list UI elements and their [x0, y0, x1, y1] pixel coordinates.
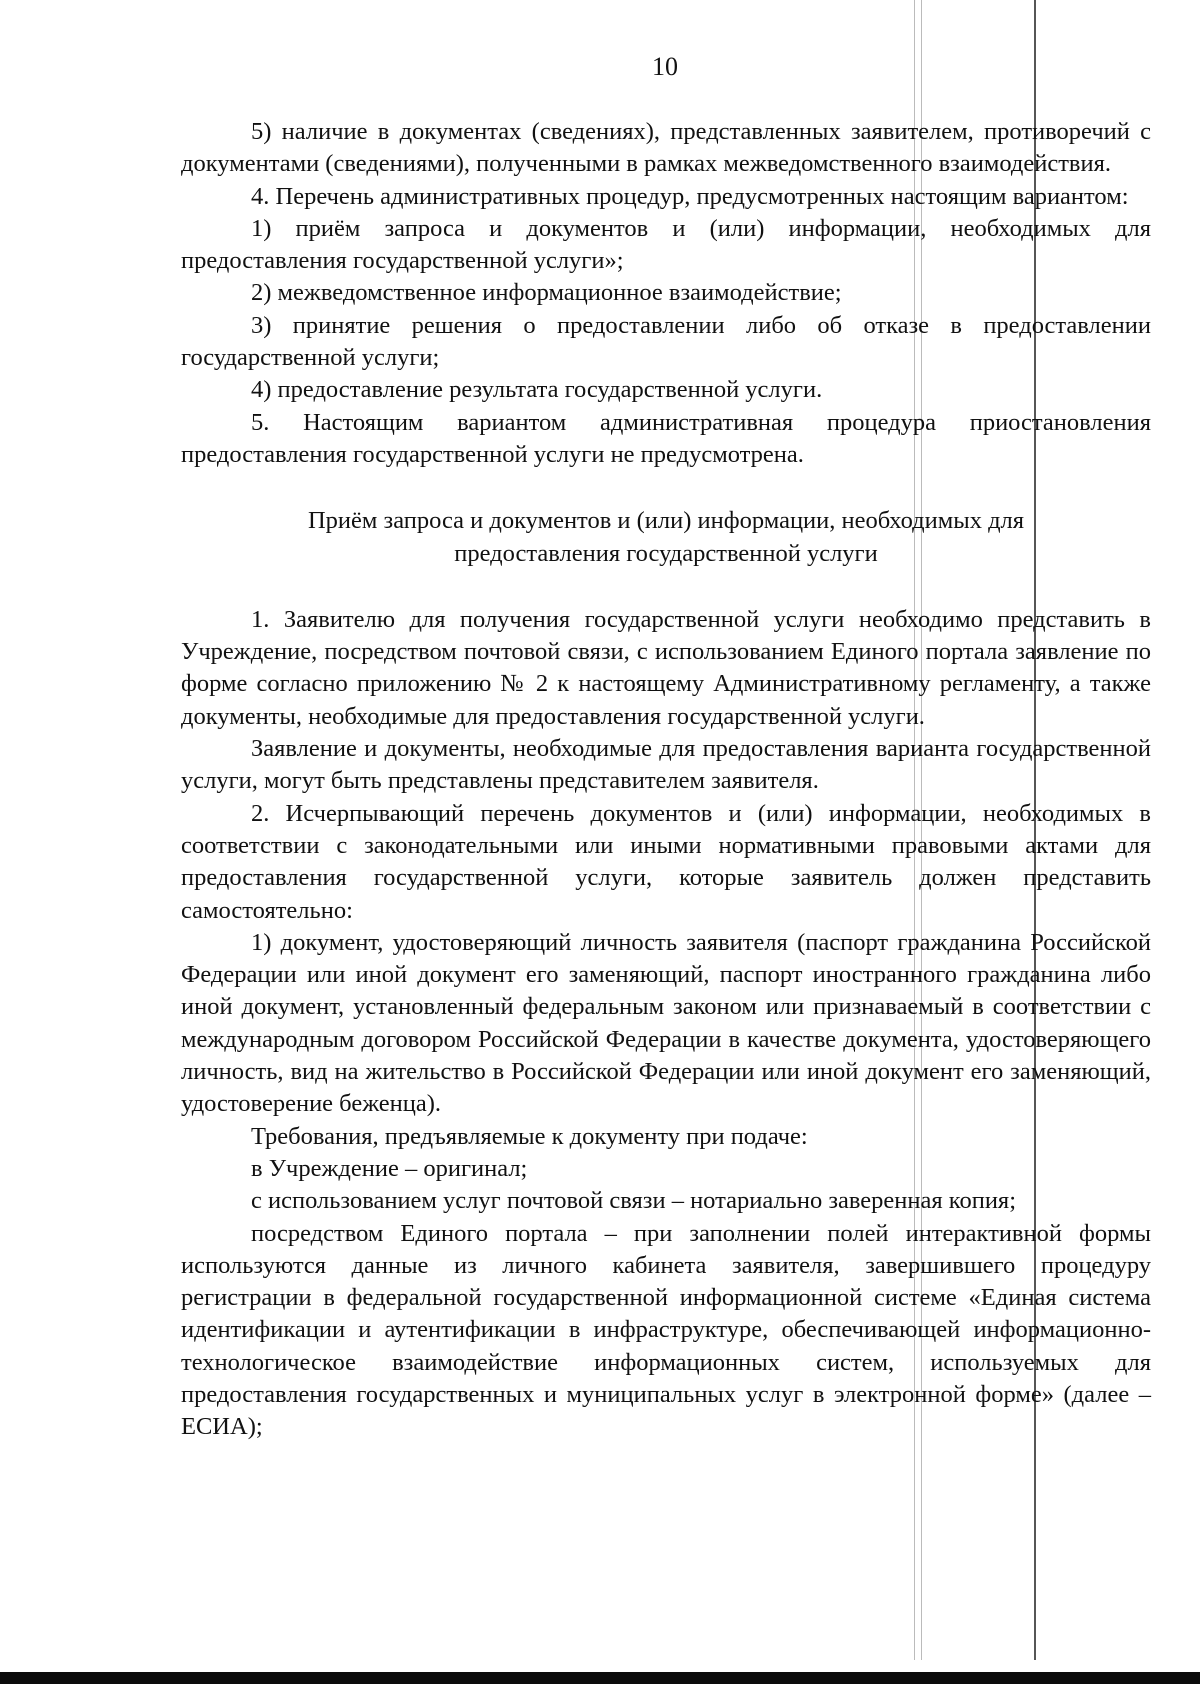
paragraph: с использованием услуг почтовой связи – нотариально заверенная копия;: [251, 1187, 1017, 1215]
paragraph: 3) принятие решения о предоставлении либо об отказе в предоставлении государственной услуги;: [181, 311, 1151, 372]
paragraph: 2) межведомственное информационное взаимодействие;: [251, 279, 842, 307]
section-heading: Приём запроса и документов и (или) информации, необходимых для предоставления государственной услуги: [307, 507, 1025, 567]
paragraph: 1. Заявителю для получения государственной услуги необходимо представить в Учреждение, посредством почтовой связи, с использованием Единого портала заявление по форме согласно приложению № 2 к настоящему Административному регламенту, а также документы, необходимые для предоставления государственной услуги.: [181, 605, 1151, 730]
page-number: 10: [652, 52, 678, 81]
document-body: [181, 116, 1151, 1444]
paragraph: 5. Настоящим вариантом административная процедура приостановления предоставления государственной услуги не предусмотрена.: [181, 408, 1151, 468]
paragraph: 1) приём запроса и документов и (или) информации, необходимых для предоставления государственной услуги»;: [181, 214, 1151, 275]
paragraph: посредством Единого портала – при заполнении полей интерактивной формы используются данные из личного кабинета заявителя, завершившего процедуру регистрации в федеральной государственной информационной системе «Единая система идентификации и аутентификации в инфраструктуре, обеспечивающей информационно-технологическое взаимодействие информационных систем, используемых для предоставления государственных и муниципальных услуг в электронной форме» (далее – ЕСИА);: [181, 1219, 1151, 1441]
scan-bottom-edge: [0, 1672, 1200, 1684]
paragraph: 5) наличие в документах (сведениях), представленных заявителем, противоречий с документами (сведениями), полученными в рамках межведомственного взаимодействия.: [181, 118, 1151, 178]
paragraph: Заявление и документы, необходимые для предоставления варианта государственной услуги, могут быть представлены представителем заявителя.: [181, 735, 1151, 795]
paragraph: 4) предоставление результата государственной услуги.: [251, 376, 823, 404]
paragraph: 4. Перечень административных процедур, предусмотренных настоящим вариантом:: [251, 182, 1129, 210]
paragraph: 1) документ, удостоверяющий личность заявителя (паспорт гражданина Российской Федерации или иной документ его заменяющий, паспорт иностранного гражданина либо иной документ, установленный федеральным законом или признаваемый в соответствии с международным договором Российской Федерации в качестве документа, удостоверяющего личность, вид на жительство в Российской Федерации или иной документ его заменяющий, удостоверение беженца).: [181, 928, 1151, 1118]
paragraph: Требования, предъявляемые к документу при подаче:: [251, 1122, 808, 1150]
paragraph: в Учреждение – оригинал;: [251, 1154, 528, 1182]
paragraph: 2. Исчерпывающий перечень документов и (или) информации, необходимых в соответствии с законодательными или иными нормативными правовыми актами для предоставления государственной услуги, которые заявитель должен представить самостоятельно:: [181, 799, 1151, 924]
